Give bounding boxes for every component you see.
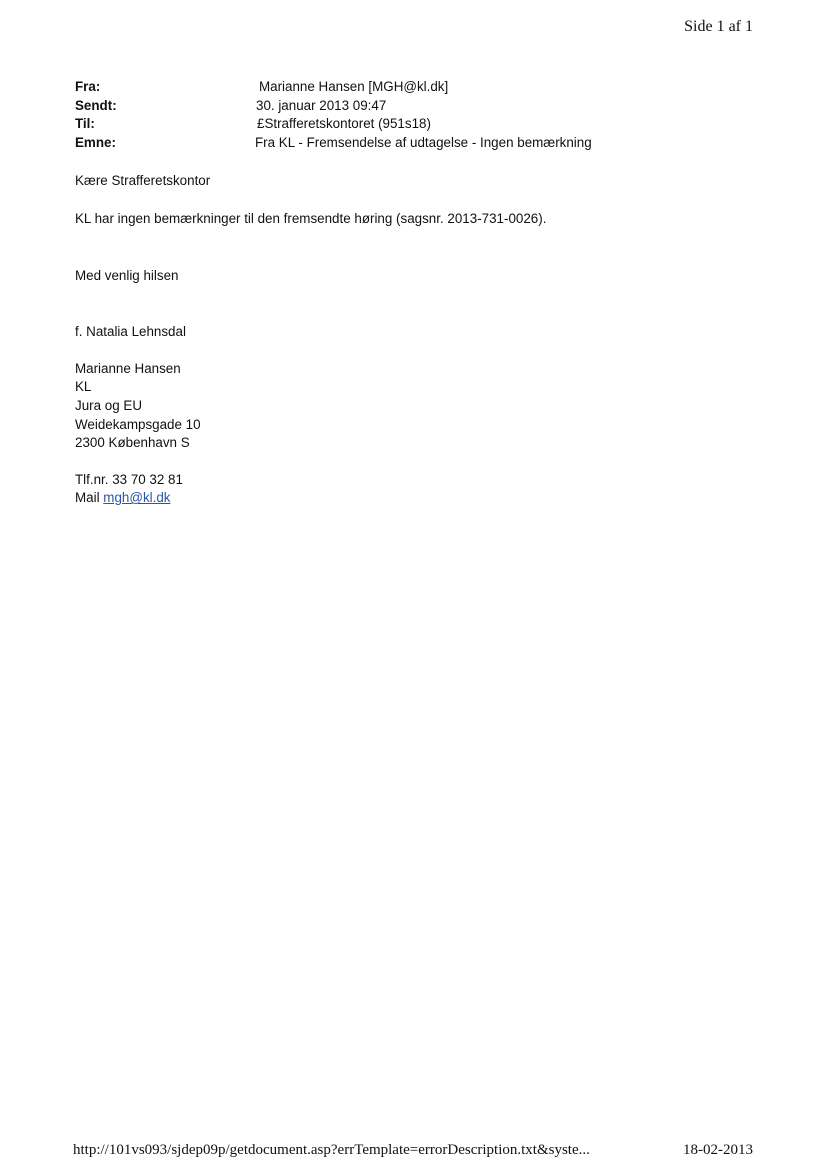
sent-label: Sendt: [75,97,117,113]
page-footer [73,1142,753,1159]
header-row-subject [75,134,755,153]
mail-label: Mail [75,490,100,506]
mail-link[interactable]: mgh@kl.dk [103,490,171,506]
header-row-from [75,78,755,97]
on-behalf-line: f. Natalia Lehnsdal [75,324,186,340]
from-value: Marianne Hansen [MGH@kl.dk] [259,79,449,94]
contact-mail-line [75,489,755,508]
signature-org: KL [75,379,92,395]
footer-date: 18-02-2013 [683,1142,753,1158]
email-document [75,78,755,508]
greeting: Kære Strafferetskontor [75,173,211,189]
to-value: £Strafferetskontoret (951s18) [257,116,431,132]
sent-value: 30. januar 2013 09:47 [256,97,387,113]
email-header [75,78,755,152]
body-text: KL har ingen bemærkninger til den fremsendte høring (sagsnr. 2013-731-0026). [75,210,547,226]
contact-phone: Tlf.nr. 33 70 32 81 [75,471,183,487]
signature-department: Jura og EU [75,397,142,413]
signature-block [75,360,755,453]
to-label: Til: [75,116,95,132]
header-row-to [75,115,755,134]
signature-street: Weidekampsgade 10 [75,416,201,432]
signature-city: 2300 København S [75,435,190,451]
from-label: Fra: [75,79,101,94]
header-row-sent [75,97,755,116]
signature-name: Marianne Hansen [75,360,181,376]
closing: Med venlig hilsen [75,267,179,283]
subject-value: Fra KL - Fremsendelse af udtagelse - Ingen bemærkning [255,134,592,150]
page-number: Side 1 af 1 [684,18,753,35]
subject-label: Emne: [75,134,116,150]
contact-block [75,471,755,508]
footer-url: http://101vs093/sjdep09p/getdocument.asp?errTemplate=errorDescription.txt&syste... [73,1142,590,1158]
